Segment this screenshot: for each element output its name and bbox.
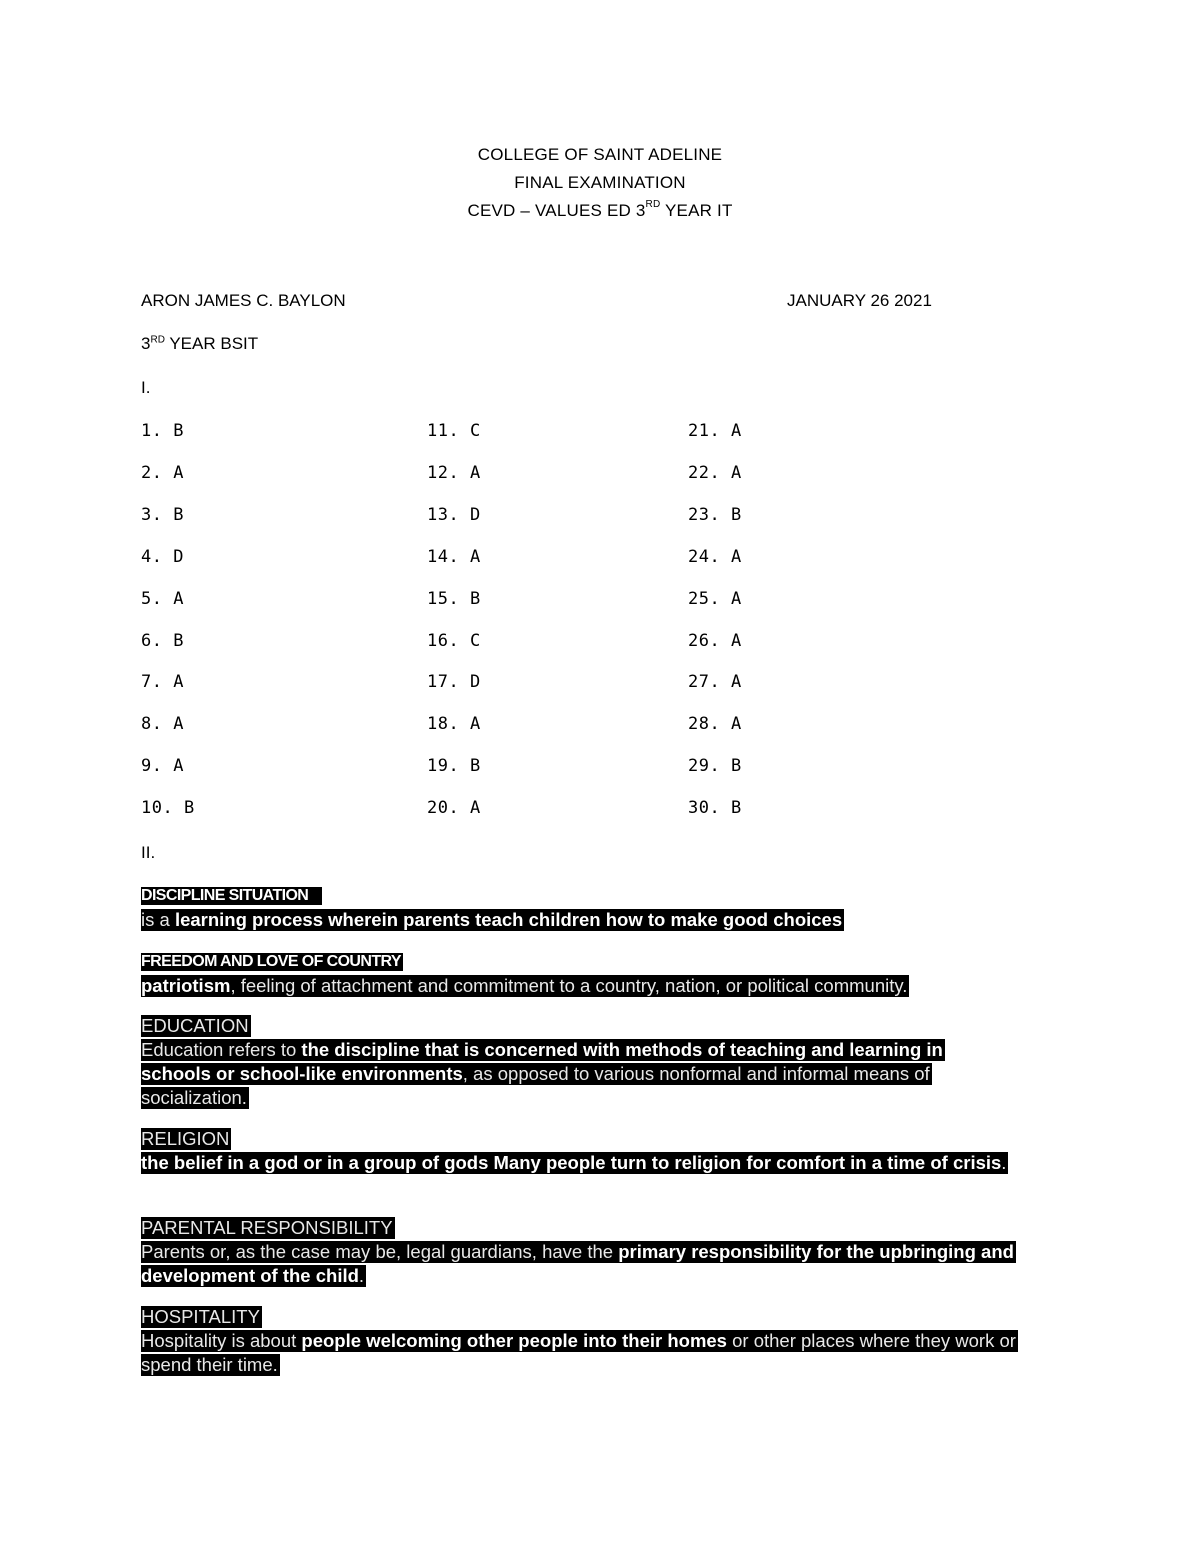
answer-item: 22. A <box>688 462 742 483</box>
definition-parental: PARENTAL RESPONSIBILITY Parents or, as the case may be, legal guardians, have the primary responsibility for the upbringing and development of the child. <box>141 1217 1014 1286</box>
answer-item: 6. B <box>141 630 184 651</box>
answer-item: 10. B <box>141 798 195 819</box>
answer-item: 15. B <box>427 588 481 609</box>
answer-item: 7. A <box>141 672 184 693</box>
term-discipline: DISCIPLINE SITUATION <box>141 887 322 905</box>
exam-title: FINAL EXAMINATION <box>514 173 686 192</box>
answer-item: 30. B <box>688 798 742 819</box>
part-one-label: I. <box>141 378 151 397</box>
part-two-label: II. <box>141 843 156 862</box>
student-name: ARON JAMES C. BAYLON <box>141 291 346 310</box>
answer-item: 28. A <box>688 714 742 735</box>
answer-item: 26. A <box>688 630 742 651</box>
answer-item: 9. A <box>141 756 184 777</box>
answer-item: 27. A <box>688 672 742 693</box>
term-parental: PARENTAL RESPONSIBILITY <box>141 1217 393 1238</box>
answer-item: 25. A <box>688 588 742 609</box>
definition-freedom: FREEDOM AND LOVE OF COUNTRY patriotism, feeling of attachment and commitment to a country, nation, or political community. <box>141 953 908 996</box>
answer-item: 23. B <box>688 504 742 525</box>
answer-item: 3. B <box>141 504 184 525</box>
answer-item: 8. A <box>141 714 184 735</box>
answer-item: 12. A <box>427 462 481 483</box>
answer-item: 16. C <box>427 630 481 651</box>
answer-item: 2. A <box>141 462 184 483</box>
school-name: COLLEGE OF SAINT ADELINE <box>477 145 723 164</box>
definition-discipline: DISCIPLINE SITUATION is a learning process wherein parents teach children how to make good choices <box>141 887 843 930</box>
answer-item: 14. A <box>427 546 481 567</box>
term-education: EDUCATION <box>141 1015 249 1036</box>
term-freedom: FREEDOM AND LOVE OF COUNTRY <box>141 953 401 970</box>
answer-item: 1. B <box>141 421 184 441</box>
answer-item: 18. A <box>427 714 481 735</box>
answer-item: 4. D <box>141 546 184 567</box>
student-year: 3RD YEAR BSIT <box>141 334 259 353</box>
term-religion: RELIGION <box>141 1128 230 1149</box>
answer-item: 5. A <box>141 588 184 609</box>
answer-item: 24. A <box>688 546 742 567</box>
term-hospitality: HOSPITALITY <box>141 1306 260 1327</box>
definition-religion: RELIGION the belief in a god or in a group of gods Many people turn to religion for comfort in a time of crisis. <box>141 1128 1007 1173</box>
exam-date: JANUARY 26 2021 <box>787 291 932 310</box>
answer-item: 29. B <box>688 756 742 777</box>
answer-item: 11. C <box>427 421 481 441</box>
answer-item: 13. D <box>427 504 481 525</box>
definition-hospitality: HOSPITALITY Hospitality is about people welcoming other people into their homes or other places where they work or spend their time. <box>141 1306 1016 1375</box>
course-title: CEVD – VALUES ED 3RD YEAR IT <box>467 199 733 220</box>
answer-item: 20. A <box>427 798 481 819</box>
answer-item: 19. B <box>427 756 481 777</box>
answer-item: 17. D <box>427 672 481 693</box>
definition-education: EDUCATION Education refers to the discipline that is concerned with methods of teaching and learning in schools or school-like environments, as opposed to various nonformal and informal means of socialization. <box>141 1015 943 1108</box>
answer-item: 21. A <box>688 421 742 441</box>
